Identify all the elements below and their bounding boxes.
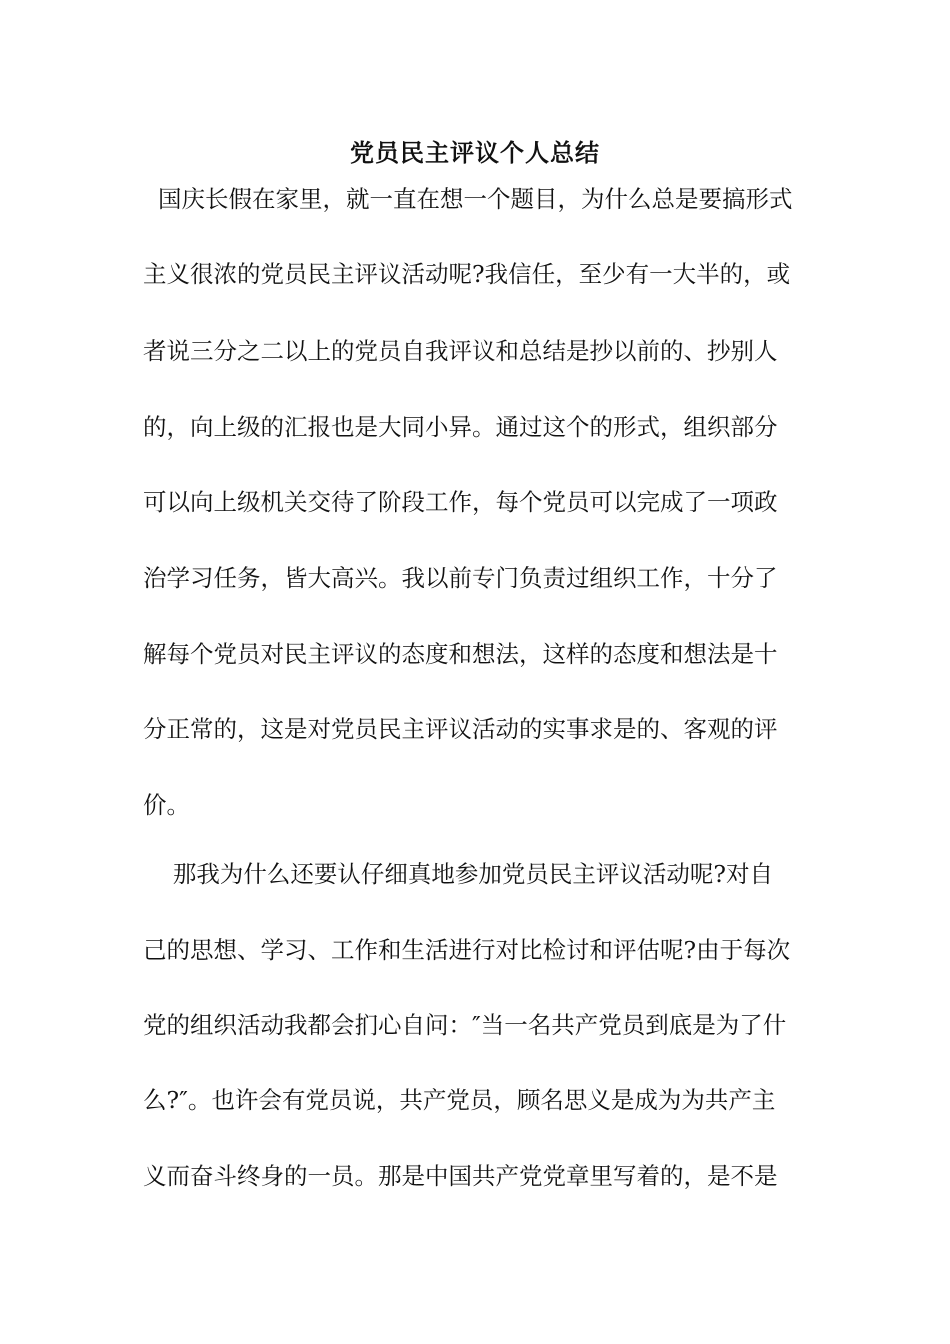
body-line: 的，向上级的汇报也是大同小异。通过这个的形式，组织部分: [143, 413, 778, 441]
body-line: 党的组织活动我都会扪心自问：″当一名共产党员到底是为了什: [143, 1011, 787, 1039]
document-title: 党员民主评议个人总结: [350, 138, 600, 167]
body-line: 么?″。也许会有党员说，共产党员，顾名思义是成为为共产主: [143, 1086, 776, 1114]
body-line: 治学习任务，皆大高兴。我以前专门负责过组织工作，十分了: [143, 564, 778, 592]
body-line: 义而奋斗终身的一员。那是中国共产党党章里写着的，是不是: [143, 1162, 778, 1190]
body-line: 主义很浓的党员民主评议活动呢?我信任，至少有一大半的，或: [143, 260, 791, 288]
body-line: 解每个党员对民主评议的态度和想法，这样的态度和想法是十: [143, 640, 778, 668]
body-line: 者说三分之二以上的党员自我评议和总结是抄以前的、抄别人: [143, 337, 778, 365]
body-line: 己的思想、学习、工作和生活进行对比检讨和评估呢?由于每次: [143, 936, 791, 964]
body-line: 那我为什么还要认仔细真地参加党员民主评议活动呢?对自: [143, 860, 773, 888]
body-line: 国庆长假在家里，就一直在想一个题目，为什么总是要搞形式: [143, 185, 793, 213]
body-line: 价。: [143, 791, 190, 819]
body-line: 可以向上级机关交待了阶段工作，每个党员可以完成了一项政: [143, 488, 778, 516]
body-line: 分正常的，这是对党员民主评议活动的实事求是的、客观的评: [143, 715, 778, 743]
